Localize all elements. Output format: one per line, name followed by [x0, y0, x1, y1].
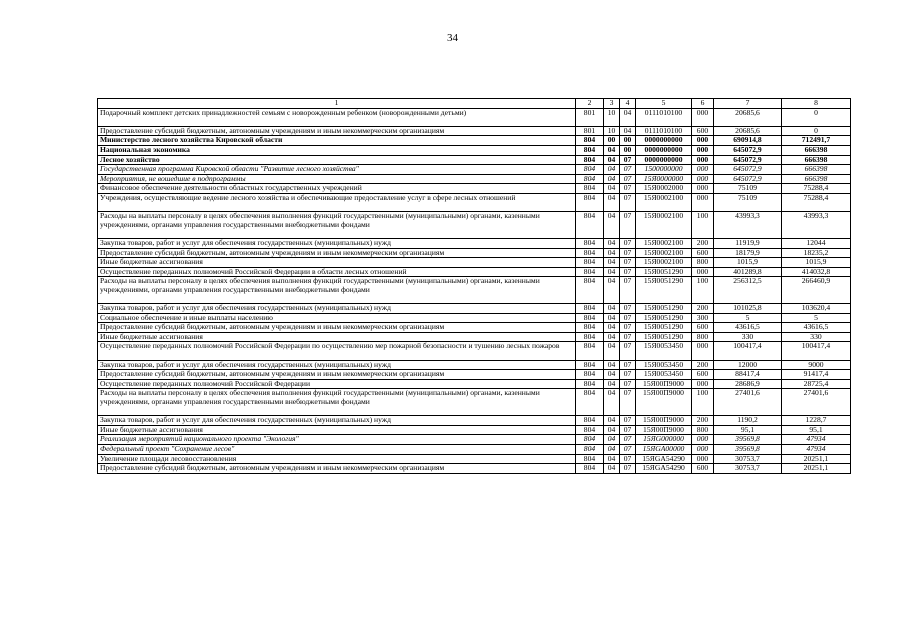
row-name-cell: Национальная экономика [98, 145, 576, 155]
target-article-cell: 15Я0051290 [636, 304, 692, 314]
table-row [98, 360, 851, 370]
table-row [98, 454, 851, 464]
subsection-cell: 04 [620, 126, 636, 136]
subsection-cell: 07 [620, 435, 636, 445]
amount-year2-cell: 75288,4 [782, 193, 851, 211]
amount-year2-cell: 95,1 [782, 425, 851, 435]
section-cell: 04 [604, 342, 620, 360]
amount-year2-cell: 666398 [782, 145, 851, 155]
table-row [98, 323, 851, 333]
section-cell: 04 [604, 258, 620, 268]
subsection-cell: 07 [620, 174, 636, 184]
row-name-cell: Осуществление переданных полномочий Российской Федерации по осуществлению мер пожарной безопасности и тушению лесных пожаров [98, 342, 576, 360]
target-article-cell: 15ЯG000000 [636, 435, 692, 445]
subsection-cell: 07 [620, 193, 636, 211]
expense-type-cell: 600 [692, 464, 714, 474]
amount-year1-cell: 101025,8 [714, 304, 782, 314]
row-name-cell: Мероприятия, не вошедшие в подпрограммы [98, 174, 576, 184]
row-name-cell: Финансовое обеспечение деятельности областных государственных учреждений [98, 184, 576, 194]
row-name-cell: Иные бюджетные ассигнования [98, 425, 576, 435]
table-row [98, 435, 851, 445]
expense-type-cell: 000 [692, 435, 714, 445]
amount-year2-cell: 75288,4 [782, 184, 851, 194]
amount-year2-cell: 18235,2 [782, 248, 851, 258]
subsection-cell: 07 [620, 165, 636, 175]
amount-year2-cell: 20251,1 [782, 464, 851, 474]
amount-year1-cell: 645072,9 [714, 165, 782, 175]
subsection-cell: 07 [620, 258, 636, 268]
table-row [98, 313, 851, 323]
header-cell: 8 [782, 99, 851, 109]
amount-year1-cell: 75109 [714, 184, 782, 194]
amount-year1-cell: 88417,4 [714, 370, 782, 380]
row-name-cell: Учреждения, осуществляющие ведение лесного хозяйства и обеспечивающие предоставление услуг в сфере лесных отношений [98, 193, 576, 211]
expense-type-cell: 800 [692, 258, 714, 268]
row-name-cell: Расходы на выплаты персоналу в целях обеспечения выполнения функций государственными (муниципальными) органами, казенными учреждениями, органами управления государственными внебюджетными фондами [98, 212, 576, 239]
table-row [98, 267, 851, 277]
table-row [98, 416, 851, 426]
header-row [98, 99, 851, 109]
subsection-cell: 07 [620, 267, 636, 277]
amount-year1-cell: 18179,9 [714, 248, 782, 258]
row-name-cell: Министерство лесного хозяйства Кировской области [98, 136, 576, 146]
expense-type-cell: 100 [692, 277, 714, 304]
ministry-code-cell: 804 [576, 155, 604, 165]
table-row [98, 277, 851, 304]
row-name-cell: Осуществление переданных полномочий Российской Федерации [98, 379, 576, 389]
expense-type-cell: 200 [692, 360, 714, 370]
subsection-cell: 07 [620, 184, 636, 194]
expense-type-cell: 000 [692, 193, 714, 211]
ministry-code-cell: 804 [576, 332, 604, 342]
subsection-cell: 07 [620, 464, 636, 474]
amount-year2-cell: 47934 [782, 435, 851, 445]
section-cell: 04 [604, 155, 620, 165]
ministry-code-cell: 801 [576, 108, 604, 126]
row-name-cell: Предоставление субсидий бюджетным, автономным учреждениям и иным некоммерческим организациям [98, 464, 576, 474]
amount-year1-cell: 12000 [714, 360, 782, 370]
target-article-cell: 15ЯGA54290 [636, 464, 692, 474]
subsection-cell: 07 [620, 313, 636, 323]
section-cell: 04 [604, 184, 620, 194]
ministry-code-cell: 804 [576, 435, 604, 445]
target-article-cell: 0000000000 [636, 145, 692, 155]
table-row [98, 445, 851, 455]
table-row [98, 155, 851, 165]
amount-year1-cell: 20685,6 [714, 108, 782, 126]
amount-year1-cell: 43993,3 [714, 212, 782, 239]
target-article-cell: 15Я0002100 [636, 248, 692, 258]
budget-table [97, 98, 851, 474]
amount-year1-cell: 11919,9 [714, 238, 782, 248]
amount-year2-cell: 1015,9 [782, 258, 851, 268]
amount-year1-cell: 5 [714, 313, 782, 323]
subsection-cell: 07 [620, 416, 636, 426]
row-name-cell: Иные бюджетные ассигнования [98, 332, 576, 342]
ministry-code-cell: 804 [576, 342, 604, 360]
expense-type-cell: 000 [692, 165, 714, 175]
table-row [98, 370, 851, 380]
section-cell: 04 [604, 174, 620, 184]
section-cell: 04 [604, 454, 620, 464]
target-article-cell: 0111010100 [636, 126, 692, 136]
section-cell: 04 [604, 416, 620, 426]
header-cell: 2 [576, 99, 604, 109]
expense-type-cell: 200 [692, 238, 714, 248]
subsection-cell: 07 [620, 155, 636, 165]
expense-type-cell: 200 [692, 416, 714, 426]
ministry-code-cell: 804 [576, 464, 604, 474]
section-cell: 04 [604, 165, 620, 175]
ministry-code-cell: 804 [576, 416, 604, 426]
expense-type-cell: 800 [692, 332, 714, 342]
subsection-cell: 07 [620, 277, 636, 304]
amount-year2-cell: 666398 [782, 174, 851, 184]
table-body [98, 99, 851, 474]
expense-type-cell: 600 [692, 370, 714, 380]
expense-type-cell: 600 [692, 323, 714, 333]
header-cell: 7 [714, 99, 782, 109]
target-article-cell: 15Я00П9000 [636, 389, 692, 416]
amount-year2-cell: 47934 [782, 445, 851, 455]
row-name-cell: Предоставление субсидий бюджетным, автономным учреждениям и иным некоммерческим организациям [98, 370, 576, 380]
target-article-cell: 1500000000 [636, 165, 692, 175]
target-article-cell: 15Я0002000 [636, 184, 692, 194]
table-row [98, 165, 851, 175]
amount-year2-cell: 20251,1 [782, 454, 851, 464]
table-row [98, 238, 851, 248]
amount-year1-cell: 39569,8 [714, 435, 782, 445]
section-cell: 04 [604, 212, 620, 239]
row-name-cell: Закупка товаров, работ и услуг для обеспечения государственных (муниципальных) нужд [98, 304, 576, 314]
amount-year1-cell: 401289,8 [714, 267, 782, 277]
amount-year2-cell: 414032,8 [782, 267, 851, 277]
target-article-cell: 15Я0051290 [636, 313, 692, 323]
amount-year1-cell: 75109 [714, 193, 782, 211]
expense-type-cell: 000 [692, 155, 714, 165]
target-article-cell: 15Я0053450 [636, 370, 692, 380]
subsection-cell: 07 [620, 425, 636, 435]
expense-type-cell: 600 [692, 248, 714, 258]
table-row [98, 258, 851, 268]
section-cell: 04 [604, 238, 620, 248]
subsection-cell: 07 [620, 454, 636, 464]
ministry-code-cell: 804 [576, 248, 604, 258]
expense-type-cell: 600 [692, 126, 714, 136]
subsection-cell: 07 [620, 379, 636, 389]
ministry-code-cell: 804 [576, 323, 604, 333]
row-name-cell: Расходы на выплаты персоналу в целях обеспечения выполнения функций государственными (муниципальными) органами, казенными учреждениями, органами управления государственными внебюджетными фондами [98, 389, 576, 416]
ministry-code-cell: 804 [576, 193, 604, 211]
section-cell: 04 [604, 332, 620, 342]
amount-year1-cell: 690914,8 [714, 136, 782, 146]
table-row [98, 174, 851, 184]
target-article-cell: 0000000000 [636, 136, 692, 146]
table-row [98, 212, 851, 239]
section-cell: 04 [604, 145, 620, 155]
row-name-cell: Осуществление переданных полномочий Российской Федерации в области лесных отношений [98, 267, 576, 277]
row-name-cell: Расходы на выплаты персоналу в целях обеспечения выполнения функций государственными (муниципальными) органами, казенными учреждениями, органами управления государственными внебюджетными фондами [98, 277, 576, 304]
expense-type-cell: 800 [692, 425, 714, 435]
ministry-code-cell: 804 [576, 184, 604, 194]
ministry-code-cell: 804 [576, 165, 604, 175]
row-name-cell: Увеличение площади лесовосстановления [98, 454, 576, 464]
row-name-cell: Социальное обеспечение и иные выплаты населению [98, 313, 576, 323]
table-row [98, 108, 851, 126]
ministry-code-cell: 804 [576, 267, 604, 277]
expense-type-cell: 000 [692, 445, 714, 455]
amount-year1-cell: 28686,9 [714, 379, 782, 389]
amount-year1-cell: 43616,5 [714, 323, 782, 333]
table-row [98, 342, 851, 360]
expense-type-cell: 100 [692, 212, 714, 239]
table-row [98, 304, 851, 314]
row-name-cell: Реализация мероприятий национального проекта "Экология" [98, 435, 576, 445]
subsection-cell: 07 [620, 360, 636, 370]
expense-type-cell: 000 [692, 184, 714, 194]
subsection-cell: 07 [620, 238, 636, 248]
section-cell: 04 [604, 425, 620, 435]
amount-year2-cell: 103620,4 [782, 304, 851, 314]
ministry-code-cell: 804 [576, 304, 604, 314]
amount-year2-cell: 91417,4 [782, 370, 851, 380]
section-cell: 04 [604, 379, 620, 389]
section-cell: 04 [604, 464, 620, 474]
target-article-cell: 15Я0002100 [636, 238, 692, 248]
table-row [98, 332, 851, 342]
expense-type-cell: 300 [692, 313, 714, 323]
amount-year1-cell: 1190,2 [714, 416, 782, 426]
ministry-code-cell: 804 [576, 277, 604, 304]
target-article-cell: 0111010100 [636, 108, 692, 126]
ministry-code-cell: 801 [576, 126, 604, 136]
row-name-cell: Государственная программа Кировской области "Развитие лесного хозяйства" [98, 165, 576, 175]
section-cell: 04 [604, 323, 620, 333]
amount-year1-cell: 20685,6 [714, 126, 782, 136]
row-name-cell: Лесное хозяйство [98, 155, 576, 165]
target-article-cell: 15Я0053450 [636, 360, 692, 370]
amount-year2-cell: 666398 [782, 165, 851, 175]
amount-year1-cell: 1015,9 [714, 258, 782, 268]
target-article-cell: 15Я0051290 [636, 332, 692, 342]
ministry-code-cell: 804 [576, 136, 604, 146]
expense-type-cell: 000 [692, 379, 714, 389]
amount-year2-cell: 28725,4 [782, 379, 851, 389]
ministry-code-cell: 804 [576, 145, 604, 155]
table-row [98, 184, 851, 194]
expense-type-cell: 000 [692, 342, 714, 360]
expense-type-cell: 100 [692, 389, 714, 416]
section-cell: 10 [604, 108, 620, 126]
amount-year1-cell: 645072,9 [714, 174, 782, 184]
subsection-cell: 07 [620, 332, 636, 342]
amount-year2-cell: 5 [782, 313, 851, 323]
amount-year1-cell: 100417,4 [714, 342, 782, 360]
target-article-cell: 15Я00П9000 [636, 379, 692, 389]
page-number: 34 [447, 32, 458, 44]
expense-type-cell: 000 [692, 136, 714, 146]
amount-year2-cell: 100417,4 [782, 342, 851, 360]
row-name-cell: Предоставление субсидий бюджетным, автономным учреждениям и иным некоммерческим организациям [98, 323, 576, 333]
amount-year2-cell: 0 [782, 126, 851, 136]
ministry-code-cell: 804 [576, 379, 604, 389]
target-article-cell: 15Я0002100 [636, 212, 692, 239]
amount-year2-cell: 9000 [782, 360, 851, 370]
section-cell: 04 [604, 435, 620, 445]
ministry-code-cell: 804 [576, 389, 604, 416]
subsection-cell: 04 [620, 108, 636, 126]
section-cell: 04 [604, 267, 620, 277]
table-row [98, 126, 851, 136]
table-row [98, 248, 851, 258]
header-cell: 1 [98, 99, 576, 109]
section-cell: 04 [604, 313, 620, 323]
section-cell: 04 [604, 360, 620, 370]
amount-year2-cell: 0 [782, 108, 851, 126]
amount-year1-cell: 39569,8 [714, 445, 782, 455]
target-article-cell: 15Я0051290 [636, 323, 692, 333]
section-cell: 04 [604, 370, 620, 380]
target-article-cell: 15ЯGA00000 [636, 445, 692, 455]
section-cell: 10 [604, 126, 620, 136]
table-row [98, 193, 851, 211]
target-article-cell: 15Я0053450 [636, 342, 692, 360]
section-cell: 04 [604, 277, 620, 304]
ministry-code-cell: 804 [576, 370, 604, 380]
ministry-code-cell: 804 [576, 174, 604, 184]
section-cell: 04 [604, 445, 620, 455]
row-name-cell: Предоставление субсидий бюджетным, автономным учреждениям и иным некоммерческим организациям [98, 126, 576, 136]
ministry-code-cell: 804 [576, 238, 604, 248]
amount-year2-cell: 43616,5 [782, 323, 851, 333]
row-name-cell: Подарочный комплект детских принадлежностей семьям с новорожденным ребенком (новорожденными детьми) [98, 108, 576, 126]
target-article-cell: 0000000000 [636, 155, 692, 165]
expense-type-cell: 000 [692, 145, 714, 155]
target-article-cell: 15Я0051290 [636, 277, 692, 304]
ministry-code-cell: 804 [576, 454, 604, 464]
subsection-cell: 07 [620, 212, 636, 239]
ministry-code-cell: 804 [576, 313, 604, 323]
subsection-cell: 00 [620, 145, 636, 155]
row-name-cell: Предоставление субсидий бюджетным, автономным учреждениям и иным некоммерческим организациям [98, 248, 576, 258]
subsection-cell: 07 [620, 248, 636, 258]
target-article-cell: 15Я0000000 [636, 174, 692, 184]
subsection-cell: 07 [620, 370, 636, 380]
table-row [98, 425, 851, 435]
expense-type-cell: 000 [692, 267, 714, 277]
expense-type-cell: 000 [692, 174, 714, 184]
amount-year1-cell: 330 [714, 332, 782, 342]
section-cell: 00 [604, 136, 620, 146]
amount-year1-cell: 27401,6 [714, 389, 782, 416]
target-article-cell: 15Я0002100 [636, 258, 692, 268]
expense-type-cell: 200 [692, 304, 714, 314]
section-cell: 04 [604, 389, 620, 416]
header-cell: 6 [692, 99, 714, 109]
subsection-cell: 07 [620, 389, 636, 416]
amount-year2-cell: 12044 [782, 238, 851, 248]
amount-year1-cell: 256312,5 [714, 277, 782, 304]
table-row [98, 136, 851, 146]
table-row [98, 389, 851, 416]
section-cell: 04 [604, 304, 620, 314]
amount-year1-cell: 95,1 [714, 425, 782, 435]
amount-year2-cell: 43993,3 [782, 212, 851, 239]
row-name-cell: Закупка товаров, работ и услуг для обеспечения государственных (муниципальных) нужд [98, 416, 576, 426]
section-cell: 04 [604, 193, 620, 211]
ministry-code-cell: 804 [576, 360, 604, 370]
subsection-cell: 07 [620, 304, 636, 314]
subsection-cell: 07 [620, 323, 636, 333]
header-cell: 4 [620, 99, 636, 109]
amount-year2-cell: 666398 [782, 155, 851, 165]
amount-year1-cell: 30753,7 [714, 464, 782, 474]
target-article-cell: 15Я00П9000 [636, 416, 692, 426]
table-row [98, 464, 851, 474]
target-article-cell: 15Я0051290 [636, 267, 692, 277]
amount-year2-cell: 1228,7 [782, 416, 851, 426]
amount-year2-cell: 27401,6 [782, 389, 851, 416]
ministry-code-cell: 804 [576, 212, 604, 239]
row-name-cell: Федеральный проект "Сохранение лесов" [98, 445, 576, 455]
amount-year1-cell: 645072,9 [714, 145, 782, 155]
amount-year2-cell: 330 [782, 332, 851, 342]
table-row [98, 379, 851, 389]
amount-year1-cell: 645072,9 [714, 155, 782, 165]
row-name-cell: Закупка товаров, работ и услуг для обеспечения государственных (муниципальных) нужд [98, 238, 576, 248]
header-cell: 3 [604, 99, 620, 109]
amount-year2-cell: 712491,7 [782, 136, 851, 146]
subsection-cell: 00 [620, 136, 636, 146]
amount-year2-cell: 266460,9 [782, 277, 851, 304]
row-name-cell: Иные бюджетные ассигнования [98, 258, 576, 268]
ministry-code-cell: 804 [576, 425, 604, 435]
target-article-cell: 15Я0002100 [636, 193, 692, 211]
expense-type-cell: 000 [692, 108, 714, 126]
subsection-cell: 07 [620, 445, 636, 455]
target-article-cell: 15Я00П9000 [636, 425, 692, 435]
table-row [98, 145, 851, 155]
ministry-code-cell: 804 [576, 445, 604, 455]
subsection-cell: 07 [620, 342, 636, 360]
section-cell: 04 [604, 248, 620, 258]
target-article-cell: 15ЯGA54290 [636, 454, 692, 464]
ministry-code-cell: 804 [576, 258, 604, 268]
row-name-cell: Закупка товаров, работ и услуг для обеспечения государственных (муниципальных) нужд [98, 360, 576, 370]
amount-year1-cell: 30753,7 [714, 454, 782, 464]
header-cell: 5 [636, 99, 692, 109]
expense-type-cell: 000 [692, 454, 714, 464]
